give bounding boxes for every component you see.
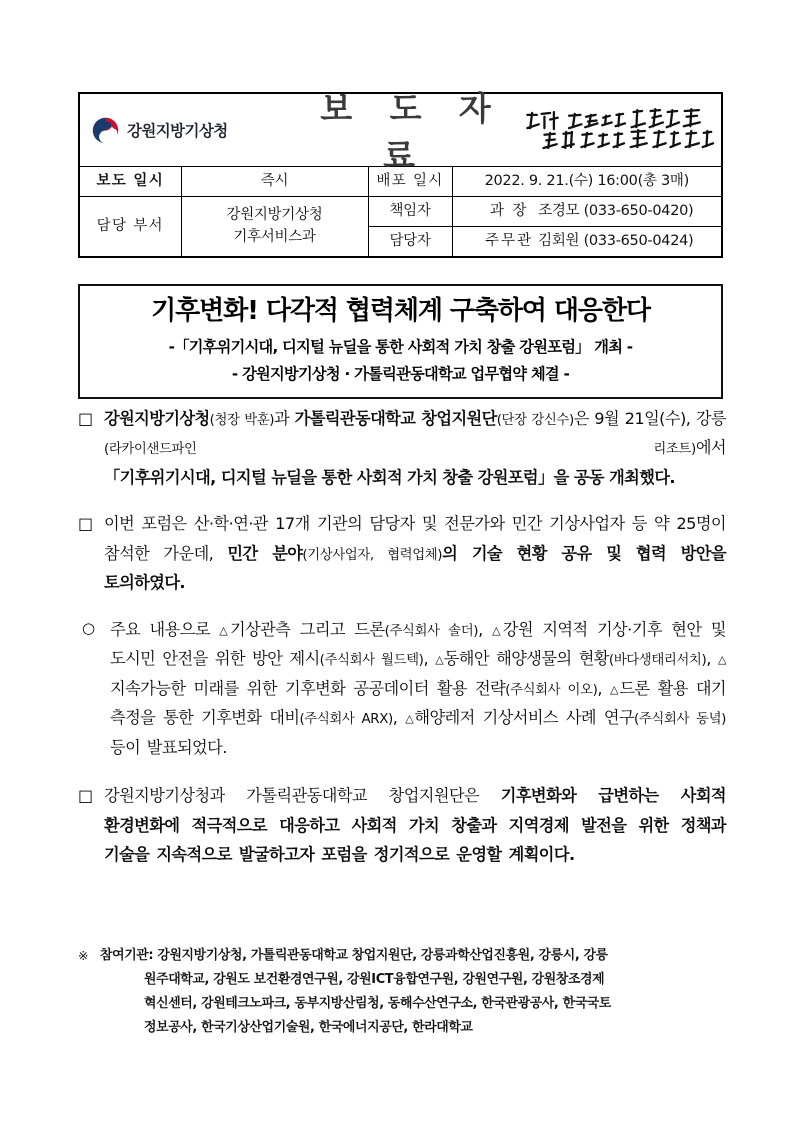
p3-company-6: (주식회사 동녘): [634, 712, 726, 728]
p1-org-kma: 강원지방기상청: [104, 409, 210, 428]
headline-sub-1: -「기후위기시대, 디지털 뉴딜을 통한 사회적 가치 창출 강원포럼」 개최 -: [168, 338, 633, 357]
contact-label-cell: [368, 227, 452, 257]
dept-label-cell: [80, 197, 181, 257]
paragraph-3-marker: ○: [82, 618, 96, 637]
paragraph-1-marker: □: [78, 409, 94, 428]
p3-item-6: 해양레저 기상서비스 사례 연구: [414, 708, 635, 728]
p1-kma-head: (청장 박훈): [209, 413, 275, 428]
agency-logo-group: [80, 116, 295, 145]
agency-name: 강원지방기상청: [127, 122, 228, 140]
p4-seg-2: 기후변화와 급변하는 사회적 환경변화에 적극적으로 대응하고 사회적 가치 창출과 지역경제 발전을 위한 정책과 기술을 지속적으로 발굴: [104, 786, 726, 865]
manager-label: 책임자: [389, 203, 431, 220]
dept-value-cell: [181, 197, 368, 257]
masthead-row: [80, 94, 721, 167]
dept-label: 담당 부서: [96, 218, 164, 235]
p1-at: 에서: [695, 438, 726, 458]
paragraph-4: [78, 781, 726, 869]
manager-row: [80, 197, 721, 227]
triangle-bullet-icon-5: △: [610, 682, 620, 696]
p3-company-3: (바다생태리서치): [608, 653, 707, 669]
p1-forum-title: 「기후위기시대, 디지털 뉴딜을 통한 사회적 가치 창출 강원포럼」: [104, 467, 554, 487]
p3-sep-1: ,: [478, 619, 493, 639]
footnote-line-1: 참여기관: 강원지방기상청, 가톨릭관동대학교 창업지원단, 강릉과학산업진흥원, 강릉시, 강릉: [100, 948, 608, 963]
p3-item-5: 드론 활용 대기 측정을 통한 기후변화 대비: [110, 678, 727, 728]
p4-seg-1: 강원지방기상청과 가톨릭관동대학교 창업지원단은: [104, 786, 501, 806]
paragraph-2: [78, 509, 726, 597]
p1-tail: 을 공동 개최했다.: [553, 467, 676, 487]
p3-sep-2: ,: [423, 649, 436, 669]
headline-box: [78, 284, 723, 399]
p1-date-place: 은 9월 21일(수), 강릉: [573, 409, 726, 428]
contact-role: 주무관: [485, 233, 534, 250]
header-table: [80, 89, 721, 256]
paragraph-4-text: [104, 781, 726, 869]
paragraph-3: [78, 615, 726, 762]
p3-intro: 주요 내용으로: [110, 619, 220, 639]
release-date-label: 보도 일시: [96, 173, 165, 189]
manager-label-cell: [368, 197, 452, 227]
p2-seg-4: 의 기술 현황 공유 및 협력 방안을 토의하였다.: [104, 543, 726, 593]
p3-item-1: 기상관측 그리고 드론: [230, 619, 385, 639]
distribute-value: 2022. 9. 21.(수) 16:00(총 3매): [484, 173, 689, 189]
p3-company-4: (주식회사 이오): [505, 682, 598, 698]
p2-seg-1: 이번 포럼은 산·학·연·관 17개 기관의 담당자 및 전문가와 민간 기상사업자 등 약 25명이 참석한 가운데,: [104, 514, 726, 563]
p3-item-4: 지속가능한 미래를 위한 기후변화 공공데이터 활용 전략: [110, 678, 506, 698]
p2-seg-2: 민간 분야: [227, 543, 303, 563]
triangle-bullet-icon-3: △: [435, 653, 444, 667]
paragraph-1: [78, 404, 726, 492]
footnote-text: [100, 944, 726, 1040]
p3-item-3: 동해안 해양생물의 현황: [443, 649, 609, 669]
footnote-line-3: 혁신센터, 강원테크노파크, 동부지방산림청, 동해수산연구소, 한국관광공사, 한국국토: [144, 995, 612, 1011]
p3-sep-5: ,: [392, 708, 406, 728]
contact-label: 담당자: [389, 233, 431, 250]
release-date-value: 즉시: [260, 173, 289, 189]
manager-value: [453, 197, 722, 226]
triangle-bullet-icon-6: △: [405, 712, 415, 726]
p3-company-5: (주식회사 ARX): [299, 712, 393, 728]
taegeuk-icon: [91, 116, 120, 145]
paragraph-2-marker: □: [78, 514, 94, 534]
government-slogan: [516, 103, 721, 157]
headline-main: 기후변화! 다각적 협력체계 구축하여 대응한다: [151, 296, 650, 326]
contact-value: [453, 227, 722, 256]
document-type-title: 보 도 자 료: [320, 89, 504, 175]
header-table-wrapper: [78, 89, 723, 258]
p3-sep-3: ,: [706, 649, 719, 669]
header-table-border: [78, 89, 723, 258]
triangle-bullet-icon-1: △: [219, 623, 230, 637]
dept-value-line2: 기후서비스과: [233, 228, 316, 245]
dept-value-line1: 강원지방기상청: [226, 206, 323, 223]
p3-sep-4: ,: [597, 678, 611, 698]
paragraph-2-text: [104, 509, 726, 597]
p3-company-2: (주식회사 월드텍): [319, 653, 424, 669]
p3-tail: 등이 발표되었다.: [110, 737, 227, 757]
distribute-label: 배포 일시: [376, 173, 444, 189]
p4-seg-3: 하고자 포럼을 정기적으로 운영할 계획이다.: [269, 845, 575, 865]
p1-univ-head: (단장 강신수): [496, 413, 574, 428]
manager-role: 과 장: [489, 203, 529, 220]
p1-venue: (라카이샌드파인 리조트): [104, 442, 696, 458]
contact-value-cell: [452, 227, 721, 257]
body-content: [78, 404, 726, 887]
footnote-line-4: 정보공사, 한국기상산업기술원, 한국에너지공단, 한라대학교: [144, 1019, 473, 1035]
footnote-mark-icon: ※: [78, 948, 89, 963]
release-date-label-cell: [80, 167, 181, 197]
footnote-block: [78, 944, 726, 1040]
footnote-line-2: 원주대학교, 강원도 보건환경연구원, 강원ICT융합연구원, 강원연구원, 강원창조경제: [144, 971, 605, 987]
triangle-bullet-icon-4: △: [718, 653, 726, 667]
manager-name: 조경모 (033-650-0420): [538, 203, 694, 220]
paragraph-3-text: [110, 615, 726, 762]
p1-org-univ: 가톨릭관동대학교 창업지원단: [294, 409, 497, 428]
triangle-bullet-icon-2: △: [492, 623, 503, 637]
manager-value-cell: [452, 197, 721, 227]
masthead-cell: [80, 89, 721, 175]
p3-company-1: (주식회사 솔더): [384, 623, 479, 639]
paragraph-1-text: [104, 404, 726, 492]
p2-seg-3: (기상사업자, 협력업체): [302, 547, 443, 563]
p3-item-2: 강원 지역적 기상·기후 현안 및 도시민 안전을 위한 방안 제시: [110, 619, 726, 669]
dept-value: [182, 201, 368, 253]
paragraph-4-marker: □: [78, 786, 94, 806]
contact-name: 김회원 (033-650-0424): [538, 233, 694, 250]
p1-conj: 과: [274, 409, 295, 428]
slogan-handwriting: [516, 103, 715, 157]
headline-sub-2: - 강원지방기상청 · 가톨릭관동대학교 업무협약 체결 -: [231, 364, 570, 383]
